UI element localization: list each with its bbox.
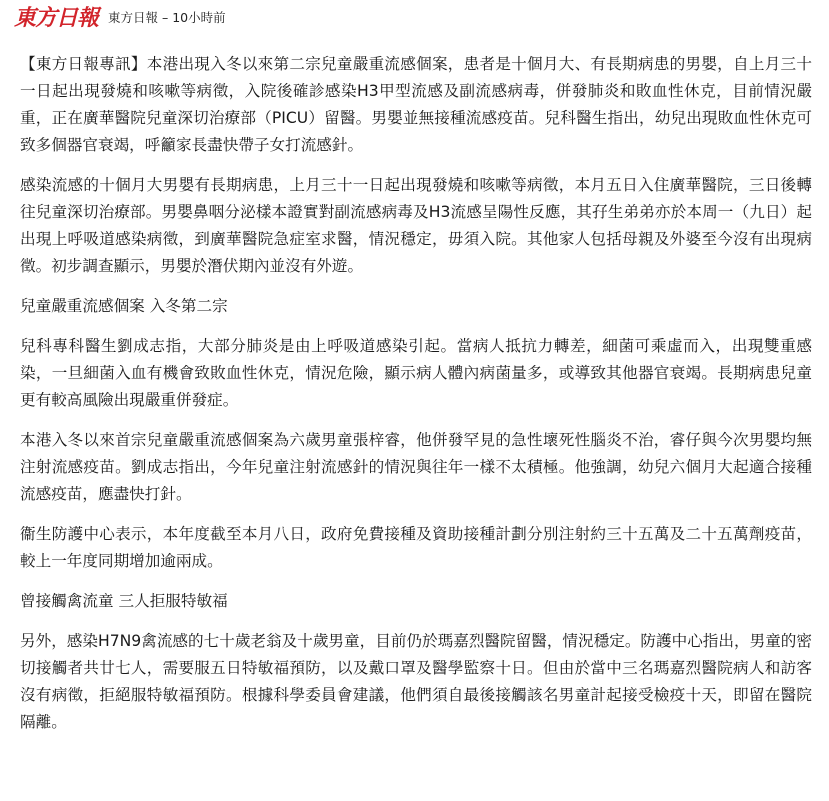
article-body (20, 51, 812, 749)
subheading-1: 兒童嚴重流感個案 入冬第二宗 (20, 297, 228, 315)
paragraph-1: 【東方日報專訊】本港出現入冬以來第二宗兒童嚴重流感個案，患者是十個月大、有長期病患的男嬰，自上月三十一日起出現發燒和咳嗽等病徵，入院後確診感染H3甲型流感及副流感病毒，併發肺炎和敗血性休克，目前情況嚴重，正在廣華醫院兒童深切治療部（PICU）留醫。男嬰並無接種流感疫苗。兒科醫生指出，幼兒出現敗血性休克可致多個器官衰竭，呼籲家長盡快帶子女打流感針。 (20, 55, 812, 154)
paragraph-4: 本港入冬以來首宗兒童嚴重流感個案為六歲男童張梓睿，他併發罕見的急性壞死性腦炎不治，睿仔與今次男嬰均無注射流感疫苗。劉成志指出，今年兒童注射流感針的情況與往年一樣不太積極。他強調，幼兒六個月大起適合接種流感疫苗，應盡快打針。 (20, 431, 812, 503)
paragraph-3: 兒科專科醫生劉成志指，大部分肺炎是由上呼吸道感染引起。當病人抵抗力轉差，細菌可乘虛而入，出現雙重感染，一旦細菌入血有機會致敗血性休克，情況危險，顯示病人體內病菌量多，或導致其他器官衰竭。長期病患兒童更有較高風險出現嚴重併發症。 (20, 337, 812, 409)
paragraph-6: 另外，感染H7N9禽流感的七十歲老翁及十歲男童，目前仍於瑪嘉烈醫院留醫，情況穩定。防護中心指出，男童的密切接觸者共廿七人，需要服五日特敏福預防，以及戴口罩及醫學監察十日。但由於當中三名瑪嘉烈醫院病人和訪客沒有病徵，拒絕服特敏福預防。根據科學委員會建議，他們須自最後接觸該名男童計起接受檢疫十天，即留在醫院隔離。 (20, 632, 812, 731)
paragraph-2: 感染流感的十個月大男嬰有長期病患，上月三十一日起出現發燒和咳嗽等病徵，本月五日入住廣華醫院，三日後轉往兒童深切治療部。男嬰鼻咽分泌樣本證實對副流感病毒及H3流感呈陽性反應，其孖生弟弟亦於本周一（九日）起出現上呼吸道感染病徵，到廣華醫院急症室求醫，情況穩定，毋須入院。其他家人包括母親及外婆至今沒有出現病徵。初步調查顯示，男嬰於潛伏期內並沒有外遊。 (20, 176, 812, 275)
subheading-2: 曾接觸禽流童 三人拒服特敏福 (20, 592, 228, 610)
article-header (14, 4, 226, 32)
paragraph-5: 衞生防護中心表示，本年度截至本月八日，政府免費接種及資助接種計劃分別注射約三十五萬及二十五萬劑疫苗，較上一年度同期增加逾兩成。 (20, 525, 812, 570)
newspaper-logo[interactable]: 東方日報 (14, 5, 99, 31)
source-timestamp: 東方日報 – 10小時前 (108, 10, 226, 25)
